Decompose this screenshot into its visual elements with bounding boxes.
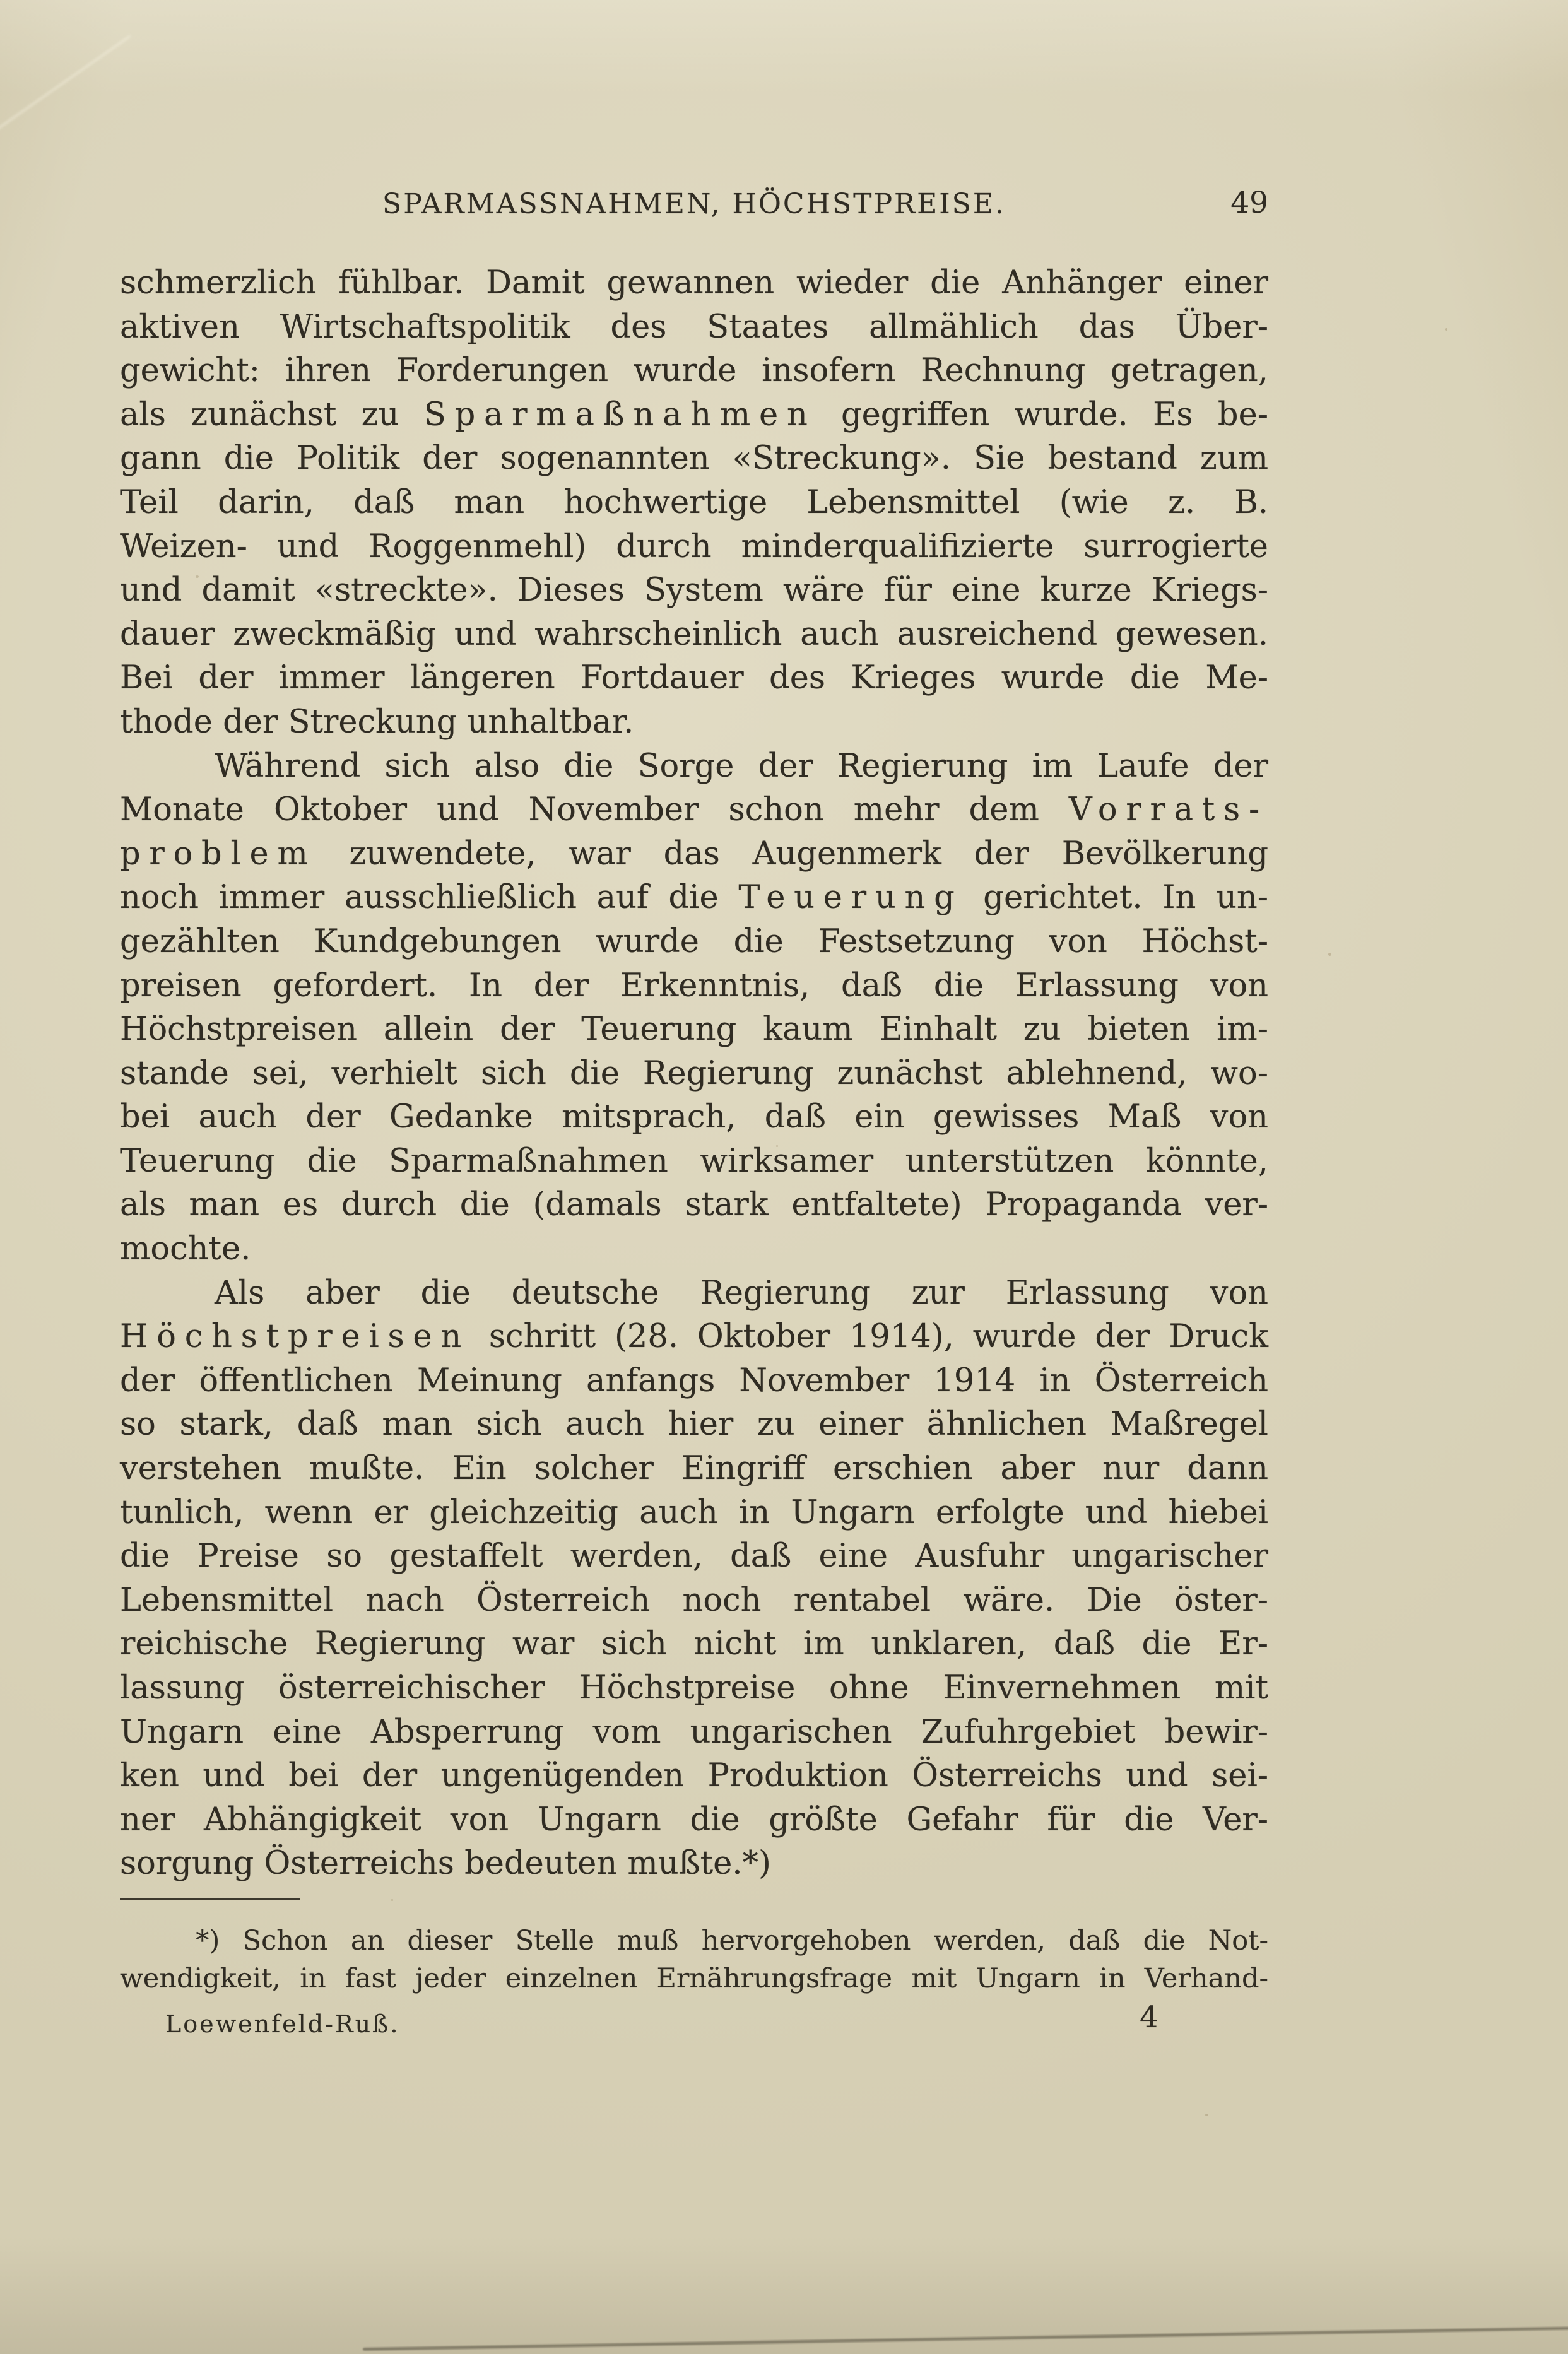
- text-line: [120, 744, 1268, 789]
- text-line: [120, 1447, 1268, 1491]
- body-text: [120, 261, 1268, 1886]
- line-text: gerichtet. In un-: [963, 879, 1268, 917]
- line-text: Höchstpreisen allein der Teuerung kaum Einhalt zu bieten im-: [120, 1011, 1268, 1049]
- text-line: [120, 305, 1268, 350]
- text-line: [120, 1008, 1268, 1052]
- line-text: gann die Politik der sogenannten «Streckung». Sie bestand zum: [120, 440, 1268, 478]
- text-line: [120, 1315, 1268, 1359]
- text-line: [120, 393, 1268, 437]
- text-line: [120, 349, 1268, 393]
- line-text: so stark, daß man sich auch hier zu einer ähnlichen Maßregel: [120, 1406, 1268, 1444]
- paper-speck: [196, 575, 199, 578]
- paper-speck: [1328, 953, 1331, 956]
- footnote-line: [120, 1960, 1268, 1998]
- text-line: [120, 1271, 1268, 1315]
- text-line: [120, 832, 1268, 876]
- line-text: mochte.: [120, 1230, 251, 1268]
- line-text: die Preise so gestaffelt werden, daß eine Ausfuhr ungarischer: [120, 1538, 1268, 1575]
- running-header: [120, 185, 1268, 227]
- line-text: stande sei, verhielt sich die Regierung zunächst ablehnend, wo-: [120, 1054, 1268, 1092]
- paper-speck: [1205, 2114, 1208, 2116]
- text-line: [120, 525, 1268, 569]
- paper-speck: [1445, 328, 1447, 331]
- line-text: schmerzlich fühlbar. Damit gewannen wieder die Anhänger einer: [120, 264, 1268, 302]
- text-line: [120, 1359, 1268, 1403]
- text-line: [120, 1052, 1268, 1096]
- page-bottom-edge-shadow: [363, 2326, 1568, 2351]
- text-line: [120, 1095, 1268, 1139]
- spaced-word: Vorrats-: [1068, 791, 1268, 829]
- line-text: Weizen- und Roggenmehl) durch minderqualifizierte surrogierte: [120, 527, 1268, 565]
- line-text: preisen gefordert. In der Erkenntnis, daß die Erlassung von: [120, 967, 1268, 1004]
- line-text: thode der Streckung unhaltbar.: [120, 703, 634, 741]
- paper-speck: [391, 1899, 393, 1901]
- printer-signature-name: Loewenfeld-Ruß.: [165, 2010, 400, 2038]
- paper-speck: [776, 1145, 778, 1147]
- text-line: [120, 568, 1268, 613]
- spaced-word: Teuerung: [738, 879, 964, 917]
- paper-speck: [517, 1590, 520, 1592]
- paper-speck: [984, 445, 987, 447]
- line-text: als zunächst zu: [120, 396, 424, 433]
- line-text: lassung österreichischer Höchstpreise ohne Einvernehmen mit: [120, 1669, 1268, 1707]
- page-number: 49: [1230, 185, 1268, 220]
- text-line: [120, 261, 1268, 305]
- line-text: aktiven Wirtschaftspolitik des Staates allmählich das Über-: [120, 308, 1268, 346]
- text-line: [120, 700, 1268, 744]
- line-text: Bei der immer längeren Fortdauer des Krieges wurde die Me-: [120, 659, 1268, 697]
- sheet-signature-number: 4: [1140, 2000, 1158, 2035]
- text-line: [120, 656, 1268, 700]
- text-line: [120, 1622, 1268, 1666]
- text-line: [120, 1491, 1268, 1535]
- line-text: verstehen mußte. Ein solcher Eingriff erschien aber nur dann: [120, 1450, 1268, 1488]
- line-text: reichische Regierung war sich nicht im unklaren, daß die Er-: [120, 1625, 1268, 1663]
- text-line: [120, 876, 1268, 920]
- text-line: [120, 1798, 1268, 1842]
- line-text: schritt (28. Oktober 1914), wurde der Druck: [470, 1318, 1268, 1356]
- line-text: wendigkeit, in fast jeder einzelnen Ernährungsfrage mit Ungarn in Verhand-: [120, 1963, 1268, 1994]
- line-text: *) Schon an dieser Stelle muß hervorgehoben werden, daß die Not-: [196, 1925, 1268, 1957]
- line-text: ner Abhängigkeit von Ungarn die größte Gefahr für die Ver-: [120, 1801, 1268, 1839]
- line-text: Während sich also die Sorge der Regierung im Laufe der: [215, 747, 1268, 785]
- line-text: tunlich, wenn er gleichzeitig auch in Ungarn erfolgte und hiebei: [120, 1493, 1268, 1531]
- line-text: Teuerung die Sparmaßnahmen wirksamer unterstützen könnte,: [120, 1142, 1268, 1180]
- line-text: der öffentlichen Meinung anfangs November 1914 in Österreich: [120, 1362, 1268, 1399]
- line-text: gegriffen wurde. Es be-: [816, 396, 1268, 433]
- text-line: [120, 964, 1268, 1008]
- line-text: zuwendete, war das Augenmerk der Bevölkerung: [316, 835, 1268, 873]
- paper-crease: [0, 35, 131, 131]
- text-line: [120, 1710, 1268, 1755]
- line-text: Lebensmittel nach Österreich noch rentabel wäre. Die öster-: [120, 1581, 1268, 1619]
- line-text: gezählten Kundgebungen wurde die Festsetzung von Höchst-: [120, 922, 1268, 960]
- line-text: als man es durch die (damals stark entfaltete) Propaganda ver-: [120, 1186, 1268, 1224]
- line-text: Teil darin, daß man hochwertige Lebensmittel (wie z. B.: [120, 483, 1268, 521]
- text-line: [120, 1183, 1268, 1227]
- chapter-title: SPARMASSNAHMEN, HÖCHSTPREISE.: [382, 188, 1006, 220]
- line-text: und damit «streckte». Dieses System wäre für eine kurze Kriegs-: [120, 572, 1268, 609]
- text-line: [120, 1579, 1268, 1623]
- line-text: ken und bei der ungenügenden Produktion Österreichs und sei-: [120, 1757, 1268, 1795]
- text-line: [120, 788, 1268, 832]
- spaced-word: problem: [120, 835, 317, 873]
- line-text: gewicht: ihren Forderungen wurde insofern Rechnung getragen,: [120, 352, 1268, 390]
- footnote: [120, 1922, 1268, 1998]
- line-text: Als aber die deutsche Regierung zur Erlassung von: [215, 1274, 1268, 1312]
- spaced-word: Höchstpreisen: [120, 1318, 470, 1356]
- line-text: dauer zweckmäßig und wahrscheinlich auch ausreichend gewesen.: [120, 615, 1268, 653]
- line-text: noch immer ausschließlich auf die: [120, 879, 739, 917]
- line-text: Ungarn eine Absperrung vom ungarischen Zufuhrgebiet bewir-: [120, 1713, 1268, 1751]
- text-line: [120, 1534, 1268, 1579]
- text-line: [120, 437, 1268, 481]
- text-line: [120, 481, 1268, 525]
- text-line: [120, 1227, 1268, 1271]
- text-line: [120, 1139, 1268, 1184]
- line-text: Monate Oktober und November schon mehr dem: [120, 791, 1069, 829]
- text-line: [120, 1666, 1268, 1710]
- footnote-separator-rule: [120, 1898, 300, 1900]
- text-line: [120, 1403, 1268, 1447]
- text-line: [120, 1842, 1268, 1886]
- line-text: sorgung Österreichs bedeuten mußte.*): [120, 1845, 771, 1883]
- spaced-word: Sparmaßnahmen: [423, 396, 816, 433]
- text-line: [120, 1754, 1268, 1798]
- line-text: bei auch der Gedanke mitsprach, daß ein gewisses Maß von: [120, 1098, 1268, 1136]
- footnote-line: [120, 1922, 1268, 1960]
- text-line: [120, 613, 1268, 657]
- text-line: [120, 920, 1268, 964]
